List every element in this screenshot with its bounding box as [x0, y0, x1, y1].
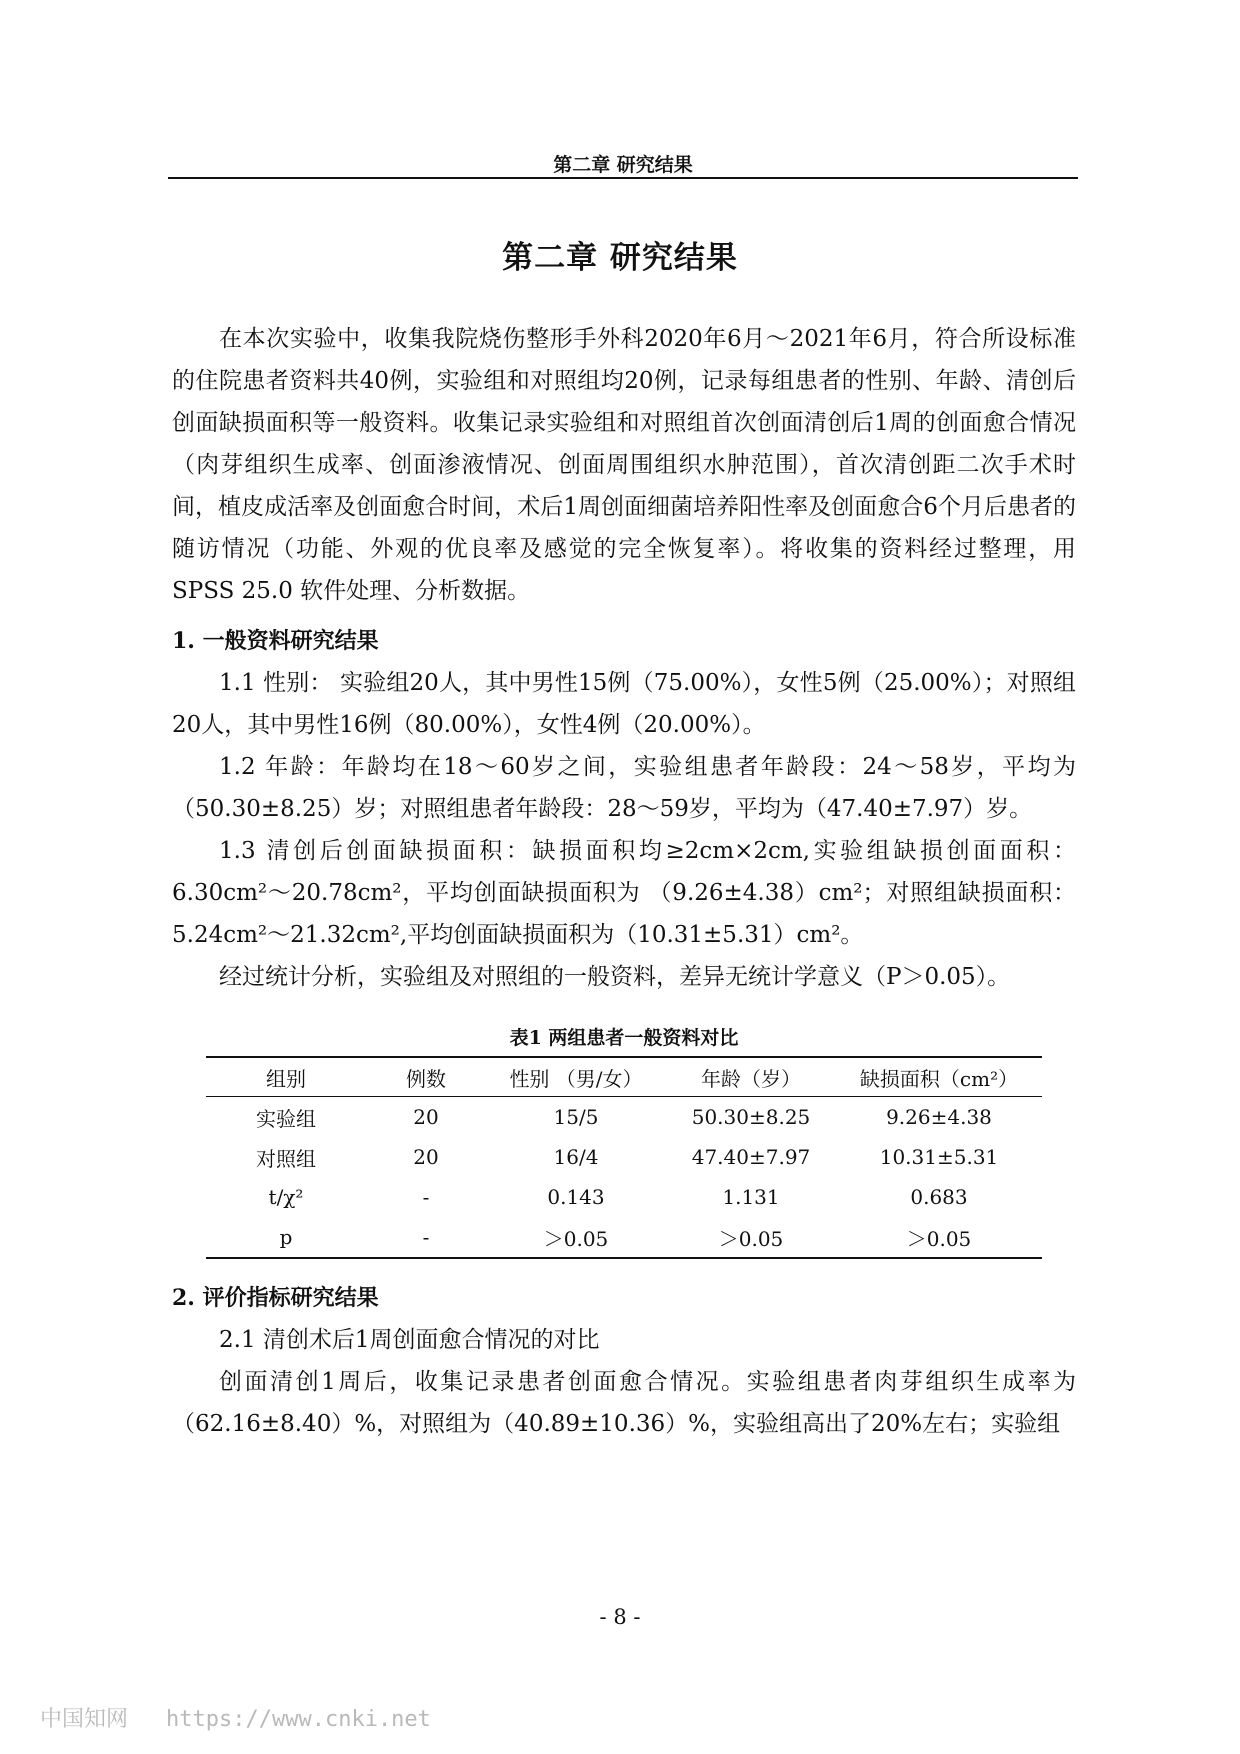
- table-cell: 20: [413, 1105, 439, 1129]
- table-header-cell: 例数: [406, 1066, 446, 1091]
- gender-paragraph: 1.1 性别： 实验组20人，其中男性15例（75.00%），女性5例（25.00%）；对照组20人，其中男性16例（80.00%），女性4例（20.00%）。: [172, 670, 1076, 738]
- running-header: 第二章 研究结果: [553, 154, 693, 176]
- section-1-heading: 1. 一般资料研究结果: [172, 628, 379, 654]
- table-cell: 16/4: [553, 1145, 599, 1169]
- table-cell: p: [279, 1225, 293, 1249]
- page-number: - 8 -: [599, 1605, 641, 1629]
- stat-summary-paragraph: 经过统计分析，实验组及对照组的一般资料，差异无统计学意义（P＞0.05）。: [219, 964, 1011, 990]
- table-header-cell: 组别: [266, 1066, 306, 1091]
- baseline-table: [206, 1056, 1042, 1259]
- table-cell: 对照组: [256, 1146, 316, 1171]
- page-body: [172, 318, 1076, 1445]
- table-cell: 实验组: [256, 1106, 316, 1131]
- table-row: [206, 1097, 1042, 1138]
- table-cell: 9.26±4.38: [886, 1105, 992, 1129]
- table-cell: 50.30±8.25: [691, 1105, 811, 1129]
- table-header-cell: 年龄（岁）: [701, 1066, 801, 1091]
- table-cell: 10.31±5.31: [879, 1145, 999, 1169]
- defect-area-paragraph: 1.3 清创后创面缺损面积：缺损面积均≥2cm×2cm,实验组缺损创面面积：6.30cm²～20.78cm²，平均创面缺损面积为 （9.26±4.38）cm²；对照组缺损面积：5.24cm²～21.32cm²,平均创面缺损面积为（10.31±5.31）cm²。: [172, 838, 1076, 948]
- table-header-row: [206, 1057, 1042, 1097]
- table-cell: t/χ²: [268, 1185, 304, 1209]
- header-rule: [168, 177, 1078, 179]
- watermark-url: https://www.cnki.net: [166, 1707, 431, 1732]
- table-cell: -: [422, 1185, 430, 1209]
- cnki-watermark: [40, 1702, 431, 1733]
- table-cell: 47.40±7.97: [691, 1145, 811, 1169]
- chapter-title: 第二章 研究结果: [502, 240, 738, 276]
- table-cell: 0.683: [910, 1185, 968, 1209]
- table-cell: 15/5: [553, 1105, 599, 1129]
- table-header-cell: 缺损面积（cm²）: [859, 1066, 1019, 1091]
- table-row: [206, 1137, 1042, 1177]
- table-header-cell: 性别 （男/女）: [509, 1066, 643, 1091]
- table-cell: 0.143: [547, 1185, 605, 1209]
- table-cell: ＞0.05: [718, 1226, 784, 1251]
- table-caption: 表1 两组患者一般资料对比: [509, 1027, 739, 1049]
- intro-paragraph: 在本次实验中，收集我院烧伤整形手外科2020年6月～2021年6月，符合所设标准的住院患者资料共40例，实验组和对照组均20例，记录每组患者的性别、年龄、清创后创面缺损面积等一般资料。收集记录实验组和对照组首次创面清创后1周的创面愈合情况（肉芽组织生成率、创面渗液情况、创面周围组织水肿范围），首次清创距二次手术时间，植皮成活率及创面愈合时间，术后1周创面细菌培养阳性率及创面愈合6个月后患者的随访情况（功能、外观的优良率及感觉的完全恢复率）。将收集的资料经过整理，用 SPSS 25.0 软件处理、分析数据。: [172, 326, 1076, 604]
- table-cell: 1.131: [722, 1185, 780, 1209]
- healing-paragraph: 创面清创1周后，收集记录患者创面愈合情况。实验组患者肉芽组织生成率为（62.16±8.40）%，对照组为（40.89±10.36）%，实验组高出了20%左右；实验组: [172, 1369, 1076, 1437]
- table-row: [206, 1217, 1042, 1258]
- table-cell: -: [422, 1225, 430, 1249]
- section-2-heading: 2. 评价指标研究结果: [172, 1285, 379, 1311]
- table-cell: ＞0.05: [543, 1226, 609, 1251]
- subsection-2-1-heading: 2.1 清创术后1周创面愈合情况的对比: [219, 1327, 600, 1353]
- table-cell: 20: [413, 1145, 439, 1169]
- table-row: [206, 1177, 1042, 1217]
- watermark-brand: 中国知网: [40, 1707, 129, 1732]
- table-cell: ＞0.05: [906, 1226, 972, 1251]
- age-paragraph: 1.2 年龄：年龄均在18～60岁之间，实验组患者年龄段：24～58岁，平均为（50.30±8.25）岁；对照组患者年龄段：28～59岁，平均为（47.40±7.97）岁。: [172, 754, 1076, 822]
